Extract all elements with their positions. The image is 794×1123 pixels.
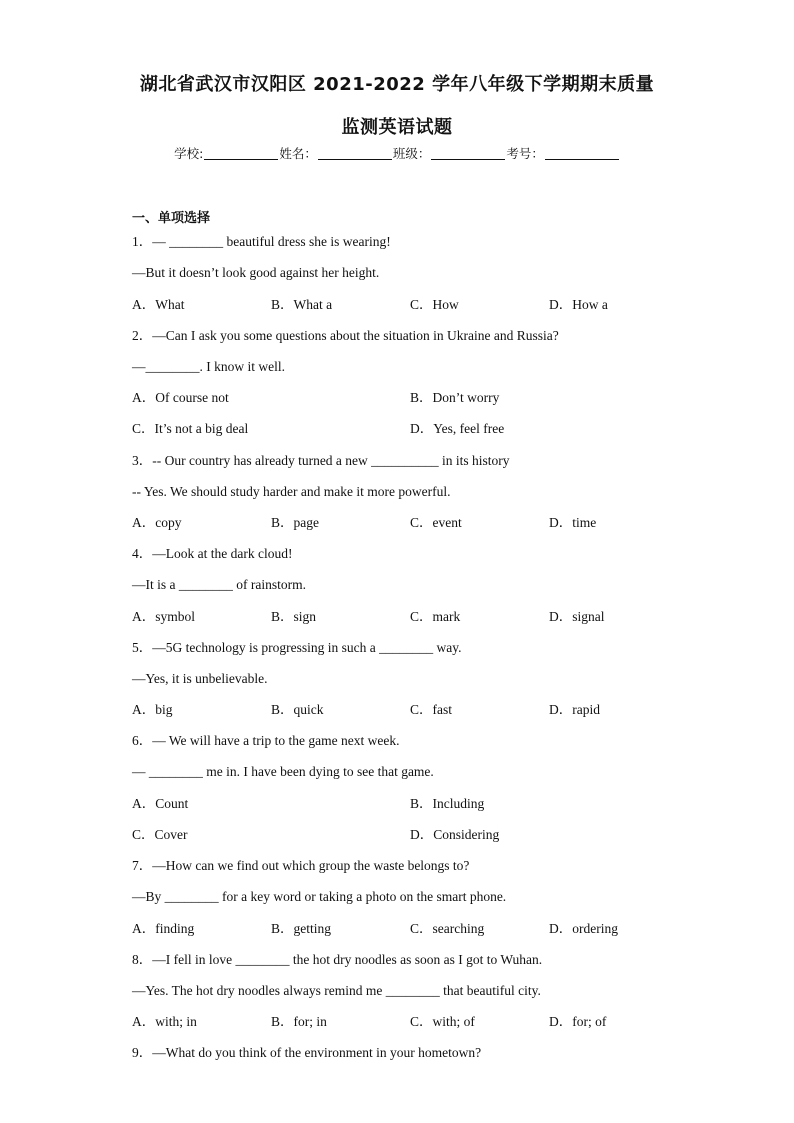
question-1-option-b[interactable]: B．What a [271, 297, 333, 312]
question-5-option-d[interactable]: D．rapid [549, 702, 600, 717]
question-5-option-a[interactable]: A．big [132, 702, 173, 717]
question-6-option-a[interactable]: A．Count [132, 796, 189, 811]
question-5-option-b[interactable]: B．quick [271, 702, 324, 717]
school-blank[interactable] [204, 147, 278, 160]
question-9-stem: 9．—What do you think of the environment in your hometown? [132, 1045, 482, 1060]
question-2-option-b[interactable]: B．Don’t worry [410, 390, 500, 405]
question-8-stem: 8．—I fell in love ________ the hot dry noodles as soon as I got to Wuhan. [132, 952, 543, 967]
question-1-reply: —But it doesn’t look good against her height. [132, 265, 380, 280]
question-4-stem: 4．—Look at the dark cloud! [132, 546, 293, 561]
question-1-option-c[interactable]: C．How [410, 297, 459, 312]
question-4-option-a[interactable]: A．symbol [132, 609, 196, 624]
number-label: 考号： [506, 146, 544, 161]
question-8-reply: —Yes. The hot dry noodles always remind me ________ that beautiful city. [132, 983, 541, 998]
question-3-stem: 3．-- Our country has already turned a new __________ in its history [132, 453, 510, 468]
question-3-option-c[interactable]: C．event [410, 515, 462, 530]
question-8-option-d[interactable]: D．for; of [549, 1014, 607, 1029]
question-2-option-d[interactable]: D．Yes, feel free [410, 421, 505, 436]
section-title: 一、单项选择 [132, 211, 211, 226]
question-2-stem: 2．—Can I ask you some questions about the situation in Ukraine and Russia? [132, 328, 559, 343]
question-1-stem: 1．— ________ beautiful dress she is wearing! [132, 234, 391, 249]
exam-title-line-1: 湖北省武汉市汉阳区 2021-2022 学年八年级下学期期末质量 [139, 74, 655, 95]
question-1-option-a[interactable]: A．What [132, 297, 185, 312]
question-7-option-c[interactable]: C．searching [410, 921, 485, 936]
question-6-reply: — ________ me in. I have been dying to see that game. [132, 764, 434, 779]
school-label: 学校: [174, 146, 204, 161]
question-7-reply: —By ________ for a key word or taking a photo on the smart phone. [132, 889, 507, 904]
question-5-reply: —Yes, it is unbelievable. [132, 671, 268, 686]
question-7-stem: 7．—How can we find out which group the waste belongs to? [132, 858, 470, 873]
question-8-option-b[interactable]: B．for; in [271, 1014, 327, 1029]
question-8-option-c[interactable]: C．with; of [410, 1014, 475, 1029]
student-info-row [0, 144, 794, 162]
class-blank[interactable] [431, 147, 505, 160]
question-7-option-b[interactable]: B．getting [271, 921, 331, 936]
name-blank[interactable] [318, 147, 392, 160]
question-2-option-a[interactable]: A．Of course not [132, 390, 229, 405]
question-8-option-a[interactable]: A．with; in [132, 1014, 197, 1029]
question-4-option-c[interactable]: C．mark [410, 609, 461, 624]
question-5-stem: 5．—5G technology is progressing in such a ________ way. [132, 640, 462, 655]
question-1-option-d[interactable]: D．How a [549, 297, 608, 312]
exam-title-line-2: 监测英语试题 [341, 117, 453, 138]
question-3-option-a[interactable]: A．copy [132, 515, 182, 530]
question-5-option-c[interactable]: C．fast [410, 702, 452, 717]
question-3-reply: -- Yes. We should study harder and make it more powerful. [132, 484, 451, 499]
question-6-stem: 6．— We will have a trip to the game next week. [132, 733, 400, 748]
question-6-option-c[interactable]: C．Cover [132, 827, 188, 842]
question-7-option-d[interactable]: D．ordering [549, 921, 618, 936]
question-4-option-b[interactable]: B．sign [271, 609, 317, 624]
question-6-option-d[interactable]: D．Considering [410, 827, 500, 842]
question-2-option-c[interactable]: C．It’s not a big deal [132, 421, 249, 436]
question-3-option-b[interactable]: B．page [271, 515, 319, 530]
question-3-option-d[interactable]: D．time [549, 515, 597, 530]
question-4-option-d[interactable]: D．signal [549, 609, 605, 624]
class-label: 班级： [392, 146, 431, 161]
question-4-reply: —It is a ________ of rainstorm. [132, 577, 306, 592]
question-2-reply: —________. I know it well. [132, 359, 285, 374]
number-blank[interactable] [545, 147, 619, 160]
question-7-option-a[interactable]: A．finding [132, 921, 195, 936]
name-label: 姓名： [279, 146, 317, 161]
question-6-option-b[interactable]: B．Including [410, 796, 485, 811]
